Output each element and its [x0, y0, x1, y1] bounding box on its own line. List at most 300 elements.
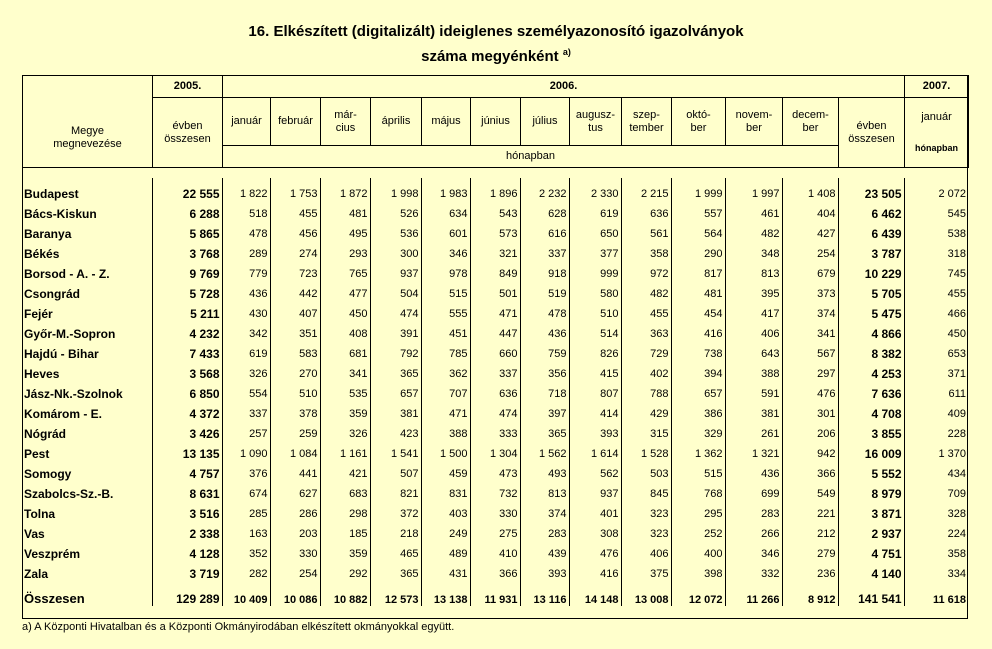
- cell-2006: 6 439: [838, 224, 904, 244]
- cell-month: 580: [569, 284, 621, 304]
- cell-month: 337: [470, 364, 520, 384]
- cell-month: 410: [470, 544, 520, 564]
- cell-2006: 2 937: [838, 524, 904, 544]
- cell-month: 218: [370, 524, 421, 544]
- cell-month: 1 084: [270, 444, 320, 464]
- cell-month: 779: [222, 264, 270, 284]
- cell-month: 619: [222, 344, 270, 364]
- cell-month: 459: [421, 464, 470, 484]
- title-block: [0, 22, 992, 67]
- month-label: január: [231, 115, 262, 127]
- cell-month: 393: [520, 564, 569, 584]
- month-label: ber: [690, 121, 707, 134]
- cell-month: 362: [421, 364, 470, 384]
- cell-month: 341: [320, 364, 370, 384]
- cell-month: 543: [470, 204, 520, 224]
- table-row: [22, 384, 968, 404]
- page-title: 16. Elkészített (digitalizált) ideiglenes személyazonosító igazolványok: [248, 23, 744, 40]
- cell-2007: 224: [904, 524, 968, 544]
- cell-2006: 8 979: [838, 484, 904, 504]
- cell-month: 329: [671, 424, 725, 444]
- cell-month: 1 562: [520, 444, 569, 464]
- cell-month: 1 997: [725, 184, 782, 204]
- county-name: Pest: [24, 447, 50, 461]
- county-name: Somogy: [24, 467, 72, 481]
- jan-2007-header: [905, 98, 969, 168]
- cell-month: 330: [270, 544, 320, 564]
- cell-month: 657: [370, 384, 421, 404]
- county-name: Baranya: [24, 227, 72, 241]
- cell-month: 526: [370, 204, 421, 224]
- cell-month: 707: [421, 384, 470, 404]
- cell-month: 616: [520, 224, 569, 244]
- county-name: Zala: [24, 567, 49, 581]
- cell-month: 1 614: [569, 444, 621, 464]
- cell-month: 601: [421, 224, 470, 244]
- cell-2006: 4 866: [838, 324, 904, 344]
- cell-month: 489: [421, 544, 470, 564]
- cell-month: 332: [725, 564, 782, 584]
- cell-month: 359: [320, 404, 370, 424]
- cell-month: 378: [270, 404, 320, 424]
- cell-month: 937: [569, 484, 621, 504]
- cell-month: 381: [725, 404, 782, 424]
- cell-month: 365: [370, 364, 421, 384]
- county-name: Győr-M.-Sopron: [24, 327, 116, 341]
- cell-month: 257: [222, 424, 270, 444]
- cell-month: 785: [421, 344, 470, 364]
- month-label: január: [921, 110, 952, 123]
- cell-month: 394: [671, 364, 725, 384]
- osszesen-label: összesen: [164, 132, 211, 145]
- cell-month: 391: [370, 324, 421, 344]
- cell-month: 290: [671, 244, 725, 264]
- subtitle-text: száma megyénként: [421, 48, 559, 65]
- cell-month: 504: [370, 284, 421, 304]
- cell-month: 519: [520, 284, 569, 304]
- cell-month: 421: [320, 464, 370, 484]
- cell-month: 388: [725, 364, 782, 384]
- cell-month: 456: [270, 224, 320, 244]
- cell-month: 636: [470, 384, 520, 404]
- cell-month: 918: [520, 264, 569, 284]
- cell-month: 270: [270, 364, 320, 384]
- county-name: Budapest: [24, 187, 79, 201]
- cell-2007: 409: [904, 404, 968, 424]
- cell-month: 450: [320, 304, 370, 324]
- month-label: augusz-: [575, 108, 616, 121]
- cell-month: 583: [270, 344, 320, 364]
- cell-month: 373: [782, 284, 838, 304]
- month-header-7: [570, 98, 622, 146]
- total-row: [22, 584, 968, 606]
- month-label: cius: [335, 121, 356, 134]
- cell-2005: 3 568: [152, 364, 222, 384]
- month-header-1: [271, 98, 321, 146]
- cell-month: 1 528: [621, 444, 671, 464]
- cell-2007: 11 618: [904, 584, 968, 606]
- month-header-0: [223, 98, 271, 146]
- total-2005-header: [153, 98, 223, 168]
- cell-month: 849: [470, 264, 520, 284]
- cell-month: 417: [725, 304, 782, 324]
- cell-month: 788: [621, 384, 671, 404]
- county-name: Borsod - A. - Z.: [24, 267, 110, 281]
- cell-month: 285: [222, 504, 270, 524]
- cell-month: 554: [222, 384, 270, 404]
- cell-month: 831: [421, 484, 470, 504]
- cell-2005: 3 719: [152, 564, 222, 584]
- cell-month: 406: [621, 544, 671, 564]
- cell-month: 759: [520, 344, 569, 364]
- cell-month: 352: [222, 544, 270, 564]
- month-label: július: [532, 115, 558, 127]
- cell-2007: 2 072: [904, 184, 968, 204]
- cell-month: 503: [621, 464, 671, 484]
- cell-month: 254: [270, 564, 320, 584]
- cell-month: 289: [222, 244, 270, 264]
- month-header-9: [672, 98, 726, 146]
- cell-month: 431: [421, 564, 470, 584]
- cell-month: 477: [320, 284, 370, 304]
- cell-2006: 7 636: [838, 384, 904, 404]
- cell-2006: 6 462: [838, 204, 904, 224]
- cell-month: 323: [621, 524, 671, 544]
- cell-month: 301: [782, 404, 838, 424]
- cell-month: 407: [270, 304, 320, 324]
- month-label: február: [278, 115, 313, 127]
- cell-month: 515: [421, 284, 470, 304]
- cell-month: 481: [671, 284, 725, 304]
- cell-month: 423: [370, 424, 421, 444]
- cell-2007: 328: [904, 504, 968, 524]
- cell-2005: 3 426: [152, 424, 222, 444]
- cell-month: 1 304: [470, 444, 520, 464]
- cell-month: 203: [270, 524, 320, 544]
- cell-month: 471: [421, 404, 470, 424]
- month-header-3: [371, 98, 422, 146]
- cell-month: 436: [725, 464, 782, 484]
- table-row: [22, 304, 968, 324]
- cell-month: 501: [470, 284, 520, 304]
- month-header-11: [783, 98, 839, 146]
- cell-month: 461: [725, 204, 782, 224]
- cell-month: 283: [520, 524, 569, 544]
- cell-2007: 318: [904, 244, 968, 264]
- cell-month: 321: [470, 244, 520, 264]
- cell-2006: 5 705: [838, 284, 904, 304]
- honapban-header: hónapban: [223, 146, 839, 168]
- cell-2006: 4 708: [838, 404, 904, 424]
- cell-month: 11 266: [725, 584, 782, 606]
- cell-month: 366: [782, 464, 838, 484]
- cell-month: 1 161: [320, 444, 370, 464]
- cell-month: 330: [470, 504, 520, 524]
- cell-month: 163: [222, 524, 270, 544]
- cell-2006: 5 552: [838, 464, 904, 484]
- cell-2007: 358: [904, 544, 968, 564]
- cell-month: 473: [470, 464, 520, 484]
- cell-month: 427: [782, 224, 838, 244]
- cell-month: 718: [520, 384, 569, 404]
- cell-month: 476: [569, 544, 621, 564]
- megnevezese-label: megnevezése: [53, 137, 122, 150]
- cell-month: 442: [270, 284, 320, 304]
- cell-month: 681: [320, 344, 370, 364]
- cell-2005: 5 865: [152, 224, 222, 244]
- cell-month: 2 330: [569, 184, 621, 204]
- osszesen-label: összesen: [848, 132, 895, 145]
- cell-month: 12 072: [671, 584, 725, 606]
- cell-month: 358: [621, 244, 671, 264]
- county-name: Heves: [24, 367, 60, 381]
- cell-month: 295: [671, 504, 725, 524]
- cell-month: 549: [782, 484, 838, 504]
- cell-month: 555: [421, 304, 470, 324]
- cell-month: 1 983: [421, 184, 470, 204]
- month-header-row: [23, 98, 969, 146]
- cell-month: 495: [320, 224, 370, 244]
- cell-month: 765: [320, 264, 370, 284]
- cell-month: 259: [270, 424, 320, 444]
- cell-month: 474: [370, 304, 421, 324]
- cell-2005: 13 135: [152, 444, 222, 464]
- cell-month: 567: [782, 344, 838, 364]
- cell-month: 351: [270, 324, 320, 344]
- table-row: [22, 284, 968, 304]
- megye-label: Megye: [70, 124, 105, 137]
- cell-month: 356: [520, 364, 569, 384]
- cell-month: 337: [222, 404, 270, 424]
- cell-month: 365: [520, 424, 569, 444]
- cell-month: 482: [725, 224, 782, 244]
- cell-month: 1 500: [421, 444, 470, 464]
- cell-month: 346: [421, 244, 470, 264]
- cell-month: 300: [370, 244, 421, 264]
- cell-month: 377: [569, 244, 621, 264]
- cell-month: 561: [621, 224, 671, 244]
- cell-2006: 4 140: [838, 564, 904, 584]
- cell-month: 451: [421, 324, 470, 344]
- cell-month: 212: [782, 524, 838, 544]
- month-header-5: [471, 98, 521, 146]
- month-label: decem-: [792, 108, 829, 121]
- footnote: a) A Központi Hivatalban és a Központi Okmányirodában elkészített okmányokkal együtt.: [22, 621, 455, 633]
- cell-month: 439: [520, 544, 569, 564]
- cell-month: 337: [520, 244, 569, 264]
- cell-month: 1 408: [782, 184, 838, 204]
- cell-2005: 4 372: [152, 404, 222, 424]
- cell-2007: 538: [904, 224, 968, 244]
- cell-month: 10 086: [270, 584, 320, 606]
- cell-month: 1 753: [270, 184, 320, 204]
- cell-month: 813: [520, 484, 569, 504]
- table-row: [22, 404, 968, 424]
- cell-month: 564: [671, 224, 725, 244]
- cell-month: 408: [320, 324, 370, 344]
- cell-month: 279: [782, 544, 838, 564]
- cell-month: 266: [725, 524, 782, 544]
- month-label: június: [481, 115, 510, 127]
- cell-month: 768: [671, 484, 725, 504]
- cell-month: 298: [320, 504, 370, 524]
- cell-month: 535: [320, 384, 370, 404]
- cell-month: 292: [320, 564, 370, 584]
- cell-month: 643: [725, 344, 782, 364]
- cell-month: 286: [270, 504, 320, 524]
- cell-month: 455: [270, 204, 320, 224]
- cell-month: 416: [569, 564, 621, 584]
- cell-month: 465: [370, 544, 421, 564]
- cell-month: 1 321: [725, 444, 782, 464]
- cell-month: 13 116: [520, 584, 569, 606]
- cell-month: 471: [470, 304, 520, 324]
- month-label: tember: [629, 121, 664, 134]
- cell-month: 436: [520, 324, 569, 344]
- cell-month: 402: [621, 364, 671, 384]
- table-row: [22, 324, 968, 344]
- cell-2005: 4 757: [152, 464, 222, 484]
- cell-month: 403: [421, 504, 470, 524]
- month-header-2: [321, 98, 371, 146]
- cell-month: 937: [370, 264, 421, 284]
- cell-2005: 9 769: [152, 264, 222, 284]
- cell-month: 372: [370, 504, 421, 524]
- cell-month: 657: [671, 384, 725, 404]
- cell-month: 557: [671, 204, 725, 224]
- cell-month: 333: [470, 424, 520, 444]
- cell-month: 236: [782, 564, 838, 584]
- month-label: novem-: [735, 108, 773, 121]
- cell-2006: 8 382: [838, 344, 904, 364]
- cell-2007: 745: [904, 264, 968, 284]
- cell-month: 1 541: [370, 444, 421, 464]
- cell-2007: 545: [904, 204, 968, 224]
- cell-month: 619: [569, 204, 621, 224]
- cell-2005: 6 850: [152, 384, 222, 404]
- cell-month: 817: [671, 264, 725, 284]
- cell-month: 293: [320, 244, 370, 264]
- cell-month: 400: [671, 544, 725, 564]
- table-row: [22, 484, 968, 504]
- county-name: Összesen: [24, 591, 85, 606]
- month-label: tus: [588, 121, 603, 134]
- cell-month: 13 008: [621, 584, 671, 606]
- cell-month: 845: [621, 484, 671, 504]
- cell-month: 660: [470, 344, 520, 364]
- cell-month: 674: [222, 484, 270, 504]
- cell-month: 813: [725, 264, 782, 284]
- cell-2007: 434: [904, 464, 968, 484]
- cell-month: 376: [222, 464, 270, 484]
- cell-2007: 455: [904, 284, 968, 304]
- cell-2005: 7 433: [152, 344, 222, 364]
- table-row: [22, 264, 968, 284]
- cell-month: 283: [725, 504, 782, 524]
- cell-month: 738: [671, 344, 725, 364]
- cell-2007: 709: [904, 484, 968, 504]
- cell-2007: 611: [904, 384, 968, 404]
- cell-month: 972: [621, 264, 671, 284]
- cell-month: 1 090: [222, 444, 270, 464]
- month-header-10: [726, 98, 783, 146]
- cell-month: 297: [782, 364, 838, 384]
- cell-month: 414: [569, 404, 621, 424]
- cell-month: 1 998: [370, 184, 421, 204]
- cell-month: 482: [621, 284, 671, 304]
- cell-2006: 141 541: [838, 584, 904, 606]
- month-header-6: [521, 98, 570, 146]
- month-label: ber: [802, 121, 819, 134]
- cell-month: 282: [222, 564, 270, 584]
- month-header-4: [422, 98, 471, 146]
- cell-month: 13 138: [421, 584, 470, 606]
- table-row: [22, 244, 968, 264]
- table-body: [22, 178, 968, 606]
- cell-2007: 228: [904, 424, 968, 444]
- cell-month: 627: [270, 484, 320, 504]
- cell-month: 683: [320, 484, 370, 504]
- cell-month: 732: [470, 484, 520, 504]
- month-label: szep-: [633, 108, 660, 121]
- cell-2005: 4 232: [152, 324, 222, 344]
- cell-month: 826: [569, 344, 621, 364]
- year-2005-header: 2005.: [153, 76, 223, 98]
- table-row: [22, 424, 968, 444]
- cell-2005: 3 768: [152, 244, 222, 264]
- cell-month: 518: [222, 204, 270, 224]
- cell-2006: 3 871: [838, 504, 904, 524]
- cell-2007: 466: [904, 304, 968, 324]
- cell-month: 395: [725, 284, 782, 304]
- cell-month: 1 999: [671, 184, 725, 204]
- cell-2007: 371: [904, 364, 968, 384]
- year-2007-header: 2007.: [905, 76, 969, 98]
- cell-month: 8 912: [782, 584, 838, 606]
- cell-month: 515: [671, 464, 725, 484]
- total-2006-header: [839, 98, 905, 168]
- cell-month: 679: [782, 264, 838, 284]
- cell-month: 493: [520, 464, 569, 484]
- cell-month: 430: [222, 304, 270, 324]
- cell-month: 429: [621, 404, 671, 424]
- cell-month: 386: [671, 404, 725, 424]
- month-label: októ-: [686, 108, 711, 121]
- cell-month: 1 896: [470, 184, 520, 204]
- cell-month: 381: [370, 404, 421, 424]
- cell-month: 14 148: [569, 584, 621, 606]
- cell-2005: 22 555: [152, 184, 222, 204]
- cell-month: 401: [569, 504, 621, 524]
- cell-month: 1 872: [320, 184, 370, 204]
- cell-month: 478: [520, 304, 569, 324]
- cell-month: 510: [270, 384, 320, 404]
- cell-month: 374: [782, 304, 838, 324]
- cell-month: 206: [782, 424, 838, 444]
- cell-2005: 5 728: [152, 284, 222, 304]
- cell-month: 507: [370, 464, 421, 484]
- cell-month: 478: [222, 224, 270, 244]
- cell-2007: 1 370: [904, 444, 968, 464]
- month-header-8: [622, 98, 672, 146]
- cell-month: 308: [569, 524, 621, 544]
- cell-month: 252: [671, 524, 725, 544]
- cell-month: 393: [569, 424, 621, 444]
- cell-month: 374: [520, 504, 569, 524]
- county-name: Vas: [24, 527, 45, 541]
- table-row: [22, 564, 968, 584]
- table-row: [22, 364, 968, 384]
